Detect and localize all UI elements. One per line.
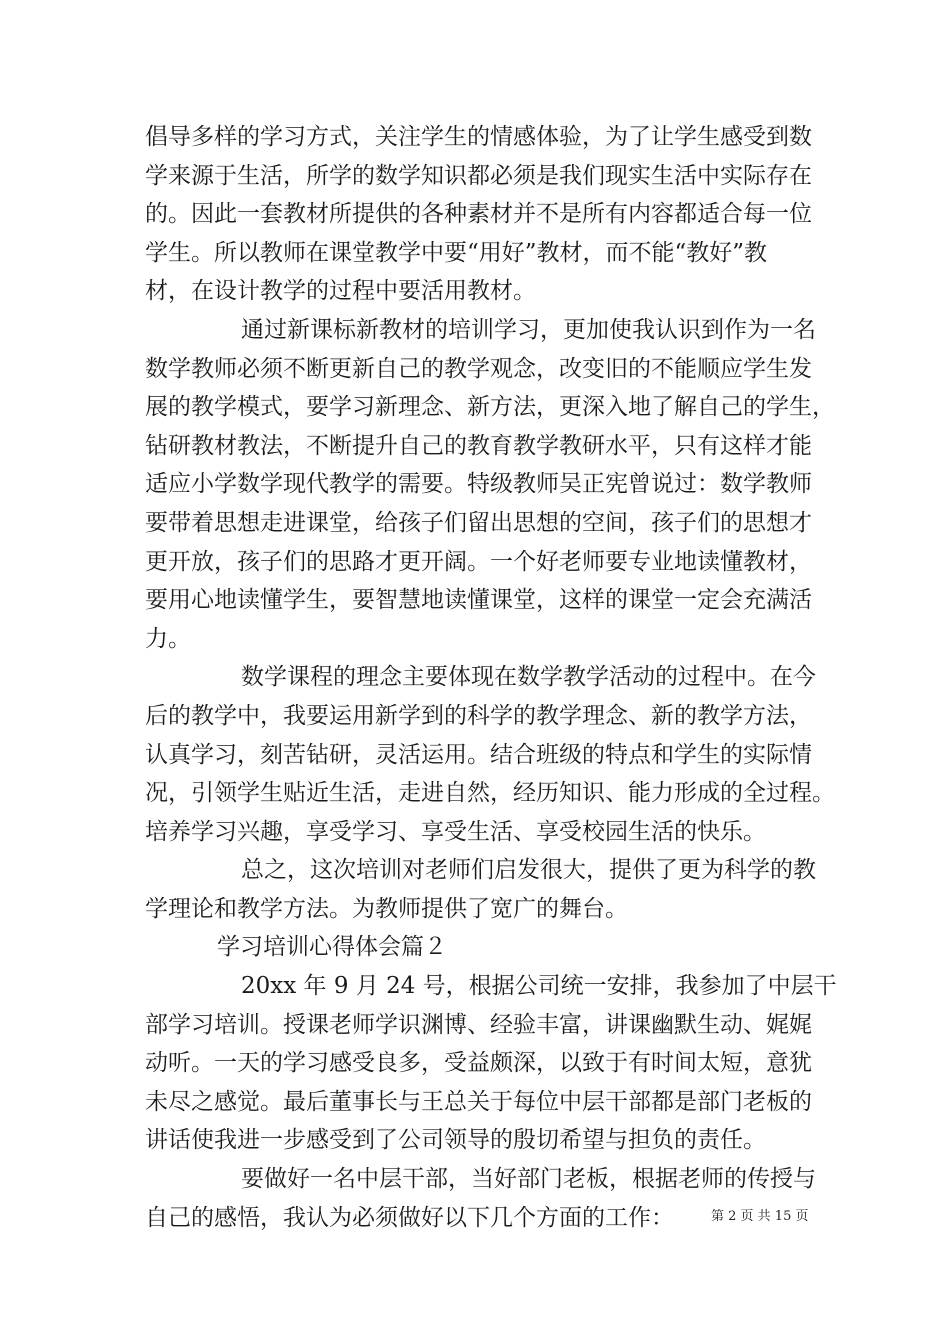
text-line: 展的教学模式，要学习新理念、新方法，更深入地了解自己的学生， [145, 394, 835, 421]
text-line: 数学教师必须不断更新自己的教学观念，改变旧的不能顺应学生发 [145, 355, 812, 382]
text-line: 材，在设计教学的过程中要活用教材。 [145, 278, 536, 305]
paragraph-start-line: 数学课程的理念主要体现在数学教学活动的过程中。在今 [241, 664, 816, 691]
text-line: 更开放，孩子们的思路才更开阔。一个好老师要专业地读懂教材， [145, 548, 812, 575]
text-line: 自己的感悟，我认为必须做好以下几个方面的工作： [145, 1204, 674, 1231]
page-number-footer: 第 2 页 共 15 页 [711, 1209, 809, 1224]
section-heading: 学习培训心得体会篇２ [217, 934, 447, 961]
text-line: 钻研教材教法，不断提升自己的教育教学教研水平，只有这样才能 [145, 432, 812, 459]
text-line: 要用心地读懂学生，要智慧地读懂课堂，这样的课堂一定会充满活 [145, 587, 812, 614]
text-line: 力。 [145, 625, 191, 652]
body-text [145, 118, 837, 1237]
text-line: 部学习培训。授课老师学识渊博、经验丰富，讲课幽默生动、娓娓 [145, 1011, 812, 1038]
text-line: 后的教学中，我要运用新学到的科学的教学理念、新的教学方法， [145, 702, 812, 729]
text-line: 适应小学数学现代教学的需要。特级教师吴正宪曾说过：数学教师 [145, 471, 812, 498]
text-line: 学理论和教学方法。为教师提供了宽广的舞台。 [145, 895, 628, 922]
text-line: 学来源于生活，所学的数学知识都必须是我们现实生活中实际存在 [145, 162, 812, 189]
text-line: 培养学习兴趣，享受学习、享受生活、享受校园生活的快乐。 [145, 818, 766, 845]
text-line: 要带着思想走进课堂，给孩子们留出思想的空间，孩子们的思想才 [145, 509, 812, 536]
text-line: 认真学习，刻苦钻研，灵活运用。结合班级的特点和学生的实际情 [145, 741, 812, 768]
paragraph-start-line: 通过新课标新教材的培训学习，更加使我认识到作为一名 [241, 316, 816, 343]
text-line: 的。因此一套教材所提供的各种素材并不是所有内容都适合每一位 [145, 201, 812, 228]
text-line: 未尽之感觉。最后董事长与王总关于每位中层干部都是部门老板的 [145, 1088, 812, 1115]
text-line: 学生。所以教师在课堂教学中要“用好”教材，而不能“教好”教 [145, 239, 768, 266]
text-line: 讲话使我进一步感受到了公司领导的殷切希望与担负的责任。 [145, 1127, 766, 1154]
text-line: 倡导多样的学习方式，关注学生的情感体验，为了让学生感受到数 [145, 124, 812, 150]
text-line: 况，引领学生贴近生活，走进自然，经历知识、能力形成的全过程。 [145, 780, 835, 807]
text-line: 动听。一天的学习感受良多，受益颇深，以致于有时间太短，意犹 [145, 1050, 812, 1077]
paragraph-start-line: 20xx 年 9 月 24 号，根据公司统一安排，我参加了中层干 [241, 973, 837, 1000]
paragraph-start-line: 总之，这次培训对老师们启发很大，提供了更为科学的教 [241, 857, 816, 884]
paragraph-start-line: 要做好一名中层干部，当好部门老板，根据老师的传授与 [241, 1166, 816, 1193]
